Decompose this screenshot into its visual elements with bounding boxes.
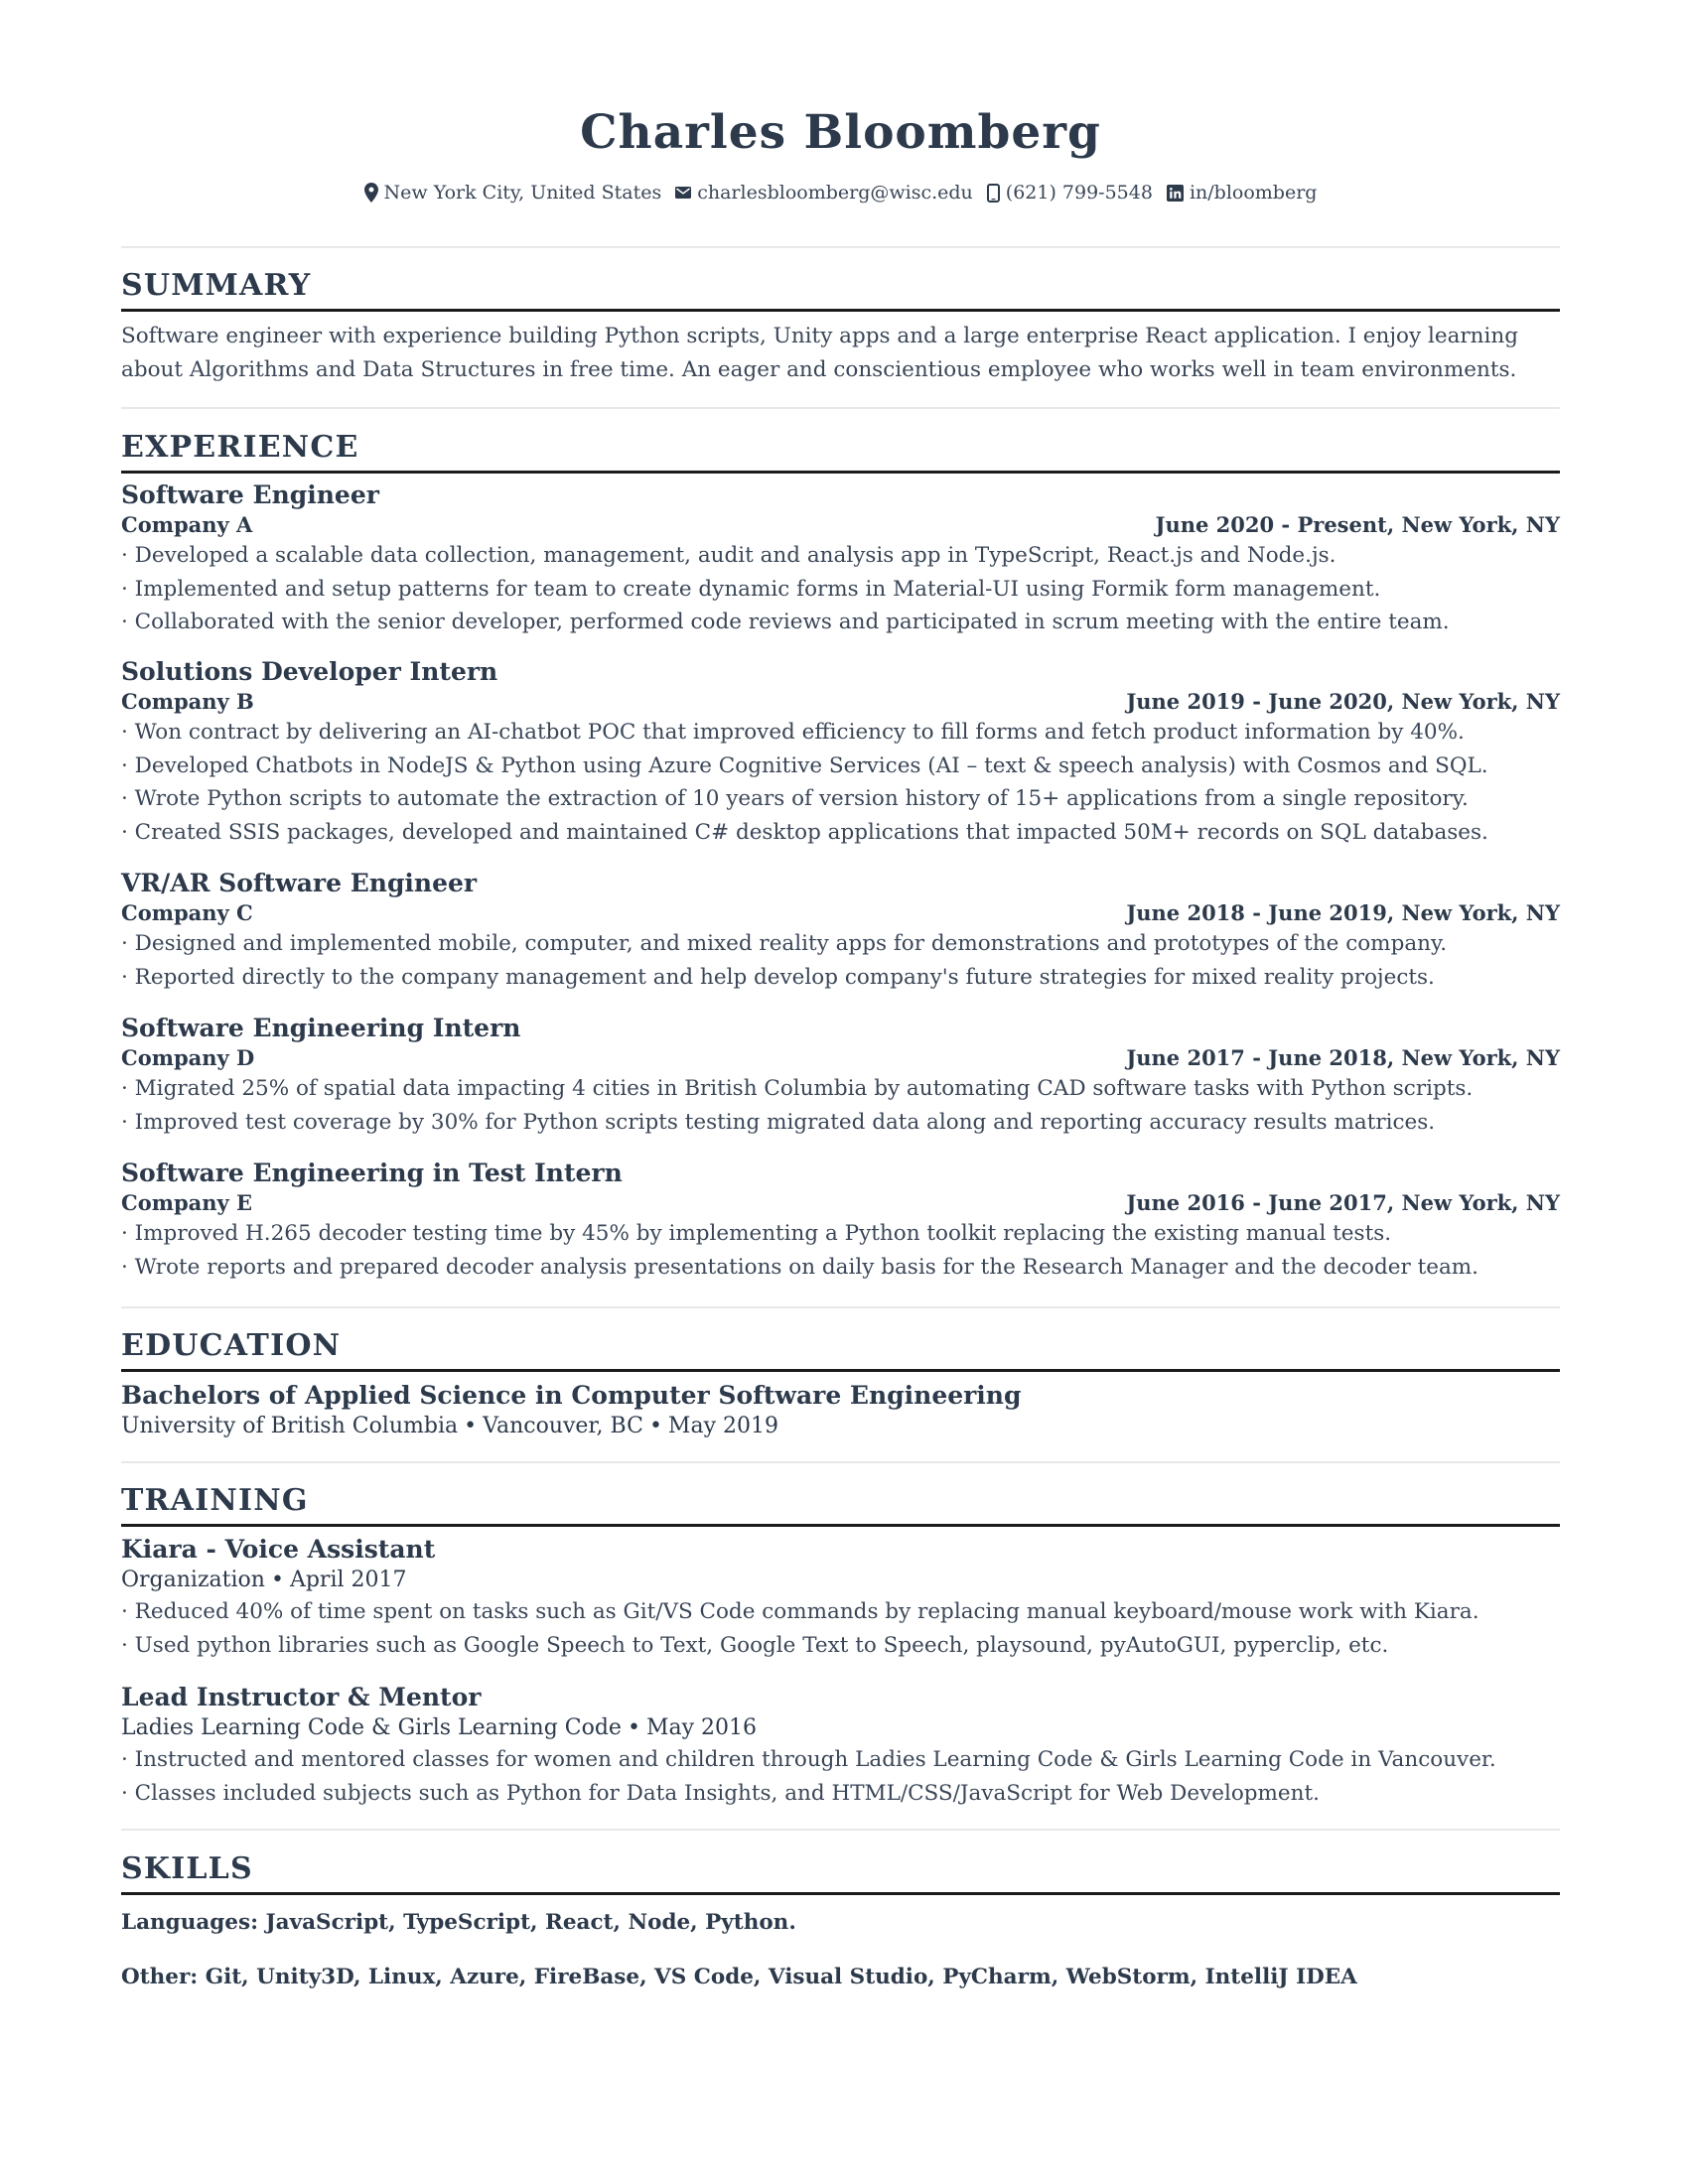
summary-line: about Algorithms and Data Structures in free time. An eager and conscientious employee who works well in team environments. [121, 357, 1517, 382]
job-entry [121, 1158, 1560, 1284]
separator-dot: • [627, 1715, 640, 1740]
job-company: Company D [121, 1045, 255, 1070]
job-title: Software Engineering Intern [121, 1014, 521, 1042]
section-title-experience: EXPERIENCE [121, 430, 359, 465]
job-dates: June 2016 - June 2017, New York, NY [1126, 1190, 1560, 1215]
job-meta [121, 688, 1560, 716]
job-dates: June 2019 - June 2020, New York, NY [1126, 689, 1560, 714]
separator-dot: • [648, 1414, 662, 1438]
job-entry [121, 868, 1560, 994]
job-bullets [121, 1217, 1560, 1284]
training-entry [121, 1682, 1560, 1810]
contact-row [121, 179, 1560, 206]
linkedin-icon [1167, 185, 1184, 202]
bullet: · Reported directly to the company management and help develop company's future strategies for mixed reality projects. [121, 961, 1560, 995]
training-org: Ladies Learning Code & Girls Learning Code [121, 1715, 622, 1740]
job-bullets [121, 927, 1560, 994]
training-date: May 2016 [645, 1715, 757, 1740]
section-rule [121, 309, 1560, 312]
phone-icon [987, 184, 1000, 203]
job-company: Company A [121, 512, 253, 537]
bullet: · Instructed and mentored classes for women and children through Ladies Learning Code & Girls Learning Code in Vancouver. [121, 1743, 1560, 1777]
job-meta [121, 1189, 1560, 1217]
job-title: VR/AR Software Engineer [121, 869, 478, 897]
section-rule [121, 471, 1560, 474]
job-company: Company E [121, 1190, 253, 1215]
section-rule [121, 1892, 1560, 1895]
summary-line: Software engineer with experience building Python scripts, Unity apps and a large enterprise React application. I enjoy learning [121, 324, 1519, 348]
bullet: · Migrated 25% of spatial data impacting 4 cities in British Columbia by automating CAD software tasks with Python scripts. [121, 1072, 1560, 1106]
bullet: · Won contract by delivering an AI-chatbot POC that improved efficiency to fill forms and fetch product information by 40%. [121, 716, 1560, 750]
skills-languages: Languages: JavaScript, TypeScript, React, Node, Python. [121, 1910, 796, 1935]
envelope-icon [675, 187, 691, 199]
job-bullets [121, 1072, 1560, 1139]
divider [121, 246, 1560, 248]
section-title-skills: SKILLS [121, 1851, 253, 1886]
training-date: April 2017 [289, 1568, 407, 1592]
bullet: · Developed a scalable data collection, management, audit and analysis app in TypeScript, React.js and Node.js. [121, 539, 1560, 573]
skills-other: Other: Git, Unity3D, Linux, Azure, FireBase, VS Code, Visual Studio, PyCharm, WebStorm, IntelliJ IDEA [121, 1965, 1357, 1989]
phone-text: (621) 799-5548 [1005, 182, 1153, 204]
job-title: Software Engineer [121, 480, 379, 509]
training-bullets [121, 1595, 1560, 1662]
bullet: · Wrote reports and prepared decoder analysis presentations on daily basis for the Research Manager and the decoder team. [121, 1251, 1560, 1285]
job-meta [121, 511, 1560, 539]
job-bullets [121, 539, 1560, 639]
divider [121, 407, 1560, 409]
job-dates: June 2020 - Present, New York, NY [1155, 512, 1560, 537]
job-entry [121, 479, 1560, 639]
job-dates: June 2017 - June 2018, New York, NY [1126, 1045, 1560, 1070]
job-meta [121, 1044, 1560, 1072]
bullet: · Wrote Python scripts to automate the extraction of 10 years of version history of 15+ applications from a single repository. [121, 782, 1560, 816]
linkedin-link[interactable]: in/bloomberg [1189, 182, 1318, 204]
contact-location [364, 179, 662, 206]
bullet: · Designed and implemented mobile, computer, and mixed reality apps for demonstrations and prototypes of the company. [121, 927, 1560, 961]
bullet: · Created SSIS packages, developed and maintained C# desktop applications that impacted 50M+ records on SQL databases. [121, 816, 1560, 850]
job-entry [121, 656, 1560, 849]
summary-text [121, 320, 1560, 387]
school-name: University of British Columbia [121, 1414, 459, 1438]
bullet: · Used python libraries such as Google Speech to Text, Google Text to Speech, playsound, pyAutoGUI, pyperclip, etc. [121, 1629, 1560, 1663]
section-rule [121, 1369, 1560, 1372]
contact-email[interactable] [675, 179, 973, 206]
location-text: New York City, United States [383, 182, 662, 204]
training-entry [121, 1534, 1560, 1662]
bullet: · Collaborated with the senior developer, performed code reviews and participated in scrum meeting with the entire team. [121, 606, 1560, 639]
training-details [121, 1713, 1560, 1743]
bullet: · Developed Chatbots in NodeJS & Python using Azure Cognitive Services (AI – text & speech analysis) with Cosmos and SQL. [121, 750, 1560, 783]
job-company: Company C [121, 900, 253, 925]
job-company: Company B [121, 689, 254, 714]
training-title: Lead Instructor & Mentor [121, 1683, 482, 1711]
training-title: Kiara - Voice Assistant [121, 1535, 436, 1564]
contact-linkedin[interactable] [1167, 179, 1318, 206]
bullet: · Improved test coverage by 30% for Python scripts testing migrated data along and reporting accuracy results matrices. [121, 1106, 1560, 1140]
contact-phone [987, 179, 1153, 206]
job-meta [121, 899, 1560, 927]
school-location: Vancouver, BC [483, 1414, 643, 1438]
separator-dot: • [464, 1414, 478, 1438]
job-dates: June 2018 - June 2019, New York, NY [1126, 900, 1560, 925]
divider [121, 1829, 1560, 1831]
training-org: Organization [121, 1568, 265, 1592]
section-rule [121, 1524, 1560, 1527]
job-entry [121, 1013, 1560, 1139]
divider [121, 1461, 1560, 1463]
graduation-date: May 2019 [667, 1414, 778, 1438]
separator-dot: • [270, 1568, 284, 1592]
job-bullets [121, 716, 1560, 849]
bullet: · Improved H.265 decoder testing time by 45% by implementing a Python toolkit replacing the existing manual tests. [121, 1217, 1560, 1251]
candidate-name: Charles Bloomberg [580, 105, 1101, 160]
degree-title: Bachelors of Applied Science in Computer Software Engineering [121, 1381, 1022, 1410]
bullet: · Implemented and setup patterns for team to create dynamic forms in Material-UI using Formik form management. [121, 573, 1560, 607]
job-title: Software Engineering in Test Intern [121, 1159, 623, 1187]
bullet: · Classes included subjects such as Python for Data Insights, and HTML/CSS/JavaScript for Web Development. [121, 1777, 1560, 1811]
training-bullets [121, 1743, 1560, 1810]
bullet: · Reduced 40% of time spent on tasks such as Git/VS Code commands by replacing manual keyboard/mouse work with Kiara. [121, 1595, 1560, 1629]
training-details [121, 1566, 1560, 1595]
job-title: Solutions Developer Intern [121, 657, 498, 686]
section-title-training: TRAINING [121, 1483, 309, 1518]
section-title-summary: SUMMARY [121, 268, 312, 303]
education-entry [121, 1380, 1560, 1441]
section-title-education: EDUCATION [121, 1328, 342, 1363]
map-pin-icon [364, 183, 378, 203]
divider [121, 1306, 1560, 1308]
email-link[interactable]: charlesbloomberg@wisc.edu [697, 182, 973, 204]
education-details [121, 1412, 1560, 1441]
